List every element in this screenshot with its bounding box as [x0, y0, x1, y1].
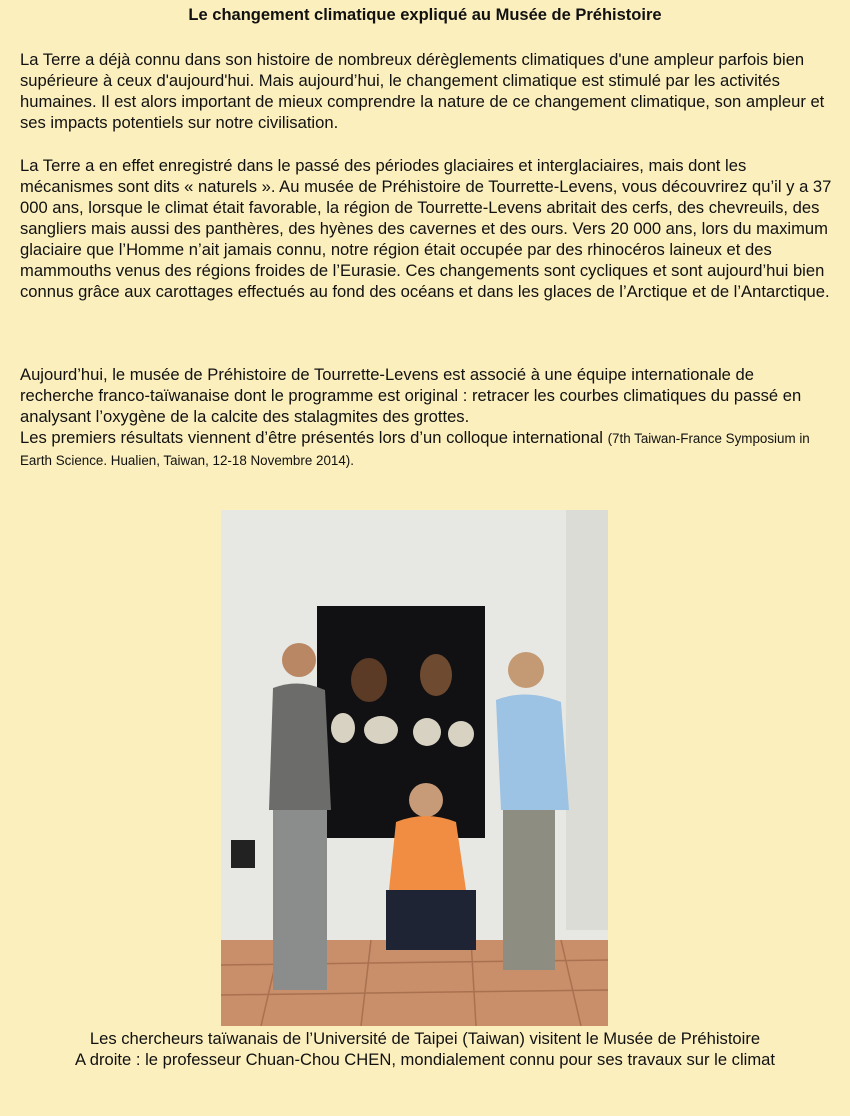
results-text: Les premiers résultats viennent d’être présentés lors d’un colloque international: [20, 428, 608, 447]
photo-caption: [0, 1028, 850, 1070]
paragraph-glacial-periods: La Terre a en effet enregistré dans le passé des périodes glaciaires et interglaciaires, mais dont les mécanismes sont dits « naturels ». Au musée de Préhistoire de Tourrette-Levens, vous découvrirez qu’il y a 37 000 ans, lorsque le climat était favorable, la région de Tourrette-Levens abritait des cerfs, des chevreuils, des sangliers mais aussi des panthères, des hyènes des cavernes et des ours. Vers 20 000 ans, lors du maximum glaciaire que l’Homme n’ait jamais connu, notre région était occupée par des rhinocéros laineux et des mammouths venus des régions froides de l’Eurasie. Ces changements sont cycliques et sont aujourd’hui bien connus grâce aux carottages effectués au fond des océans et dans les glaces de l’Arctique et de l’Antarctique.: [20, 156, 832, 301]
paragraph-first-results: [20, 427, 832, 471]
museum-visit-photo: [221, 510, 608, 1026]
symposium-reference: (7th Taiwan-France Symposium in Earth Science. Hualien, Taiwan, 12-18 Novembre 2014).: [20, 431, 810, 468]
paragraph-intro: La Terre a déjà connu dans son histoire de nombreux dérèglements climatiques d'une ampleur parfois bien supérieure à ceux d'aujourd'hui. Mais aujourd’hui, le changement climatique est stimulé par les activités humaines. Il est alors important de mieux comprendre la nature de ce changement climatique, son ampleur et ses impacts potentiels sur notre civilisation.: [20, 50, 825, 132]
photo-illustration: [221, 510, 608, 1026]
caption-line-2: A droite : le professeur Chuan-Chou CHEN, mondialement connu pour ses travaux sur le climat: [74, 1050, 776, 1069]
article-title: Le changement climatique expliqué au Musée de Préhistoire: [188, 6, 662, 24]
caption-line-1: Les chercheurs taïwanais de l’Université de Taipei (Taiwan) visitent le Musée de Préhistoire: [89, 1029, 761, 1048]
paragraph-research-team: Aujourd’hui, le musée de Préhistoire de Tourrette-Levens est associé à une équipe internationale de recherche franco-taïwanaise dont le programme est original : retracer les courbes climatiques du passé en analysant l’oxygène de la calcite des stalagmites des grottes.: [20, 365, 802, 426]
